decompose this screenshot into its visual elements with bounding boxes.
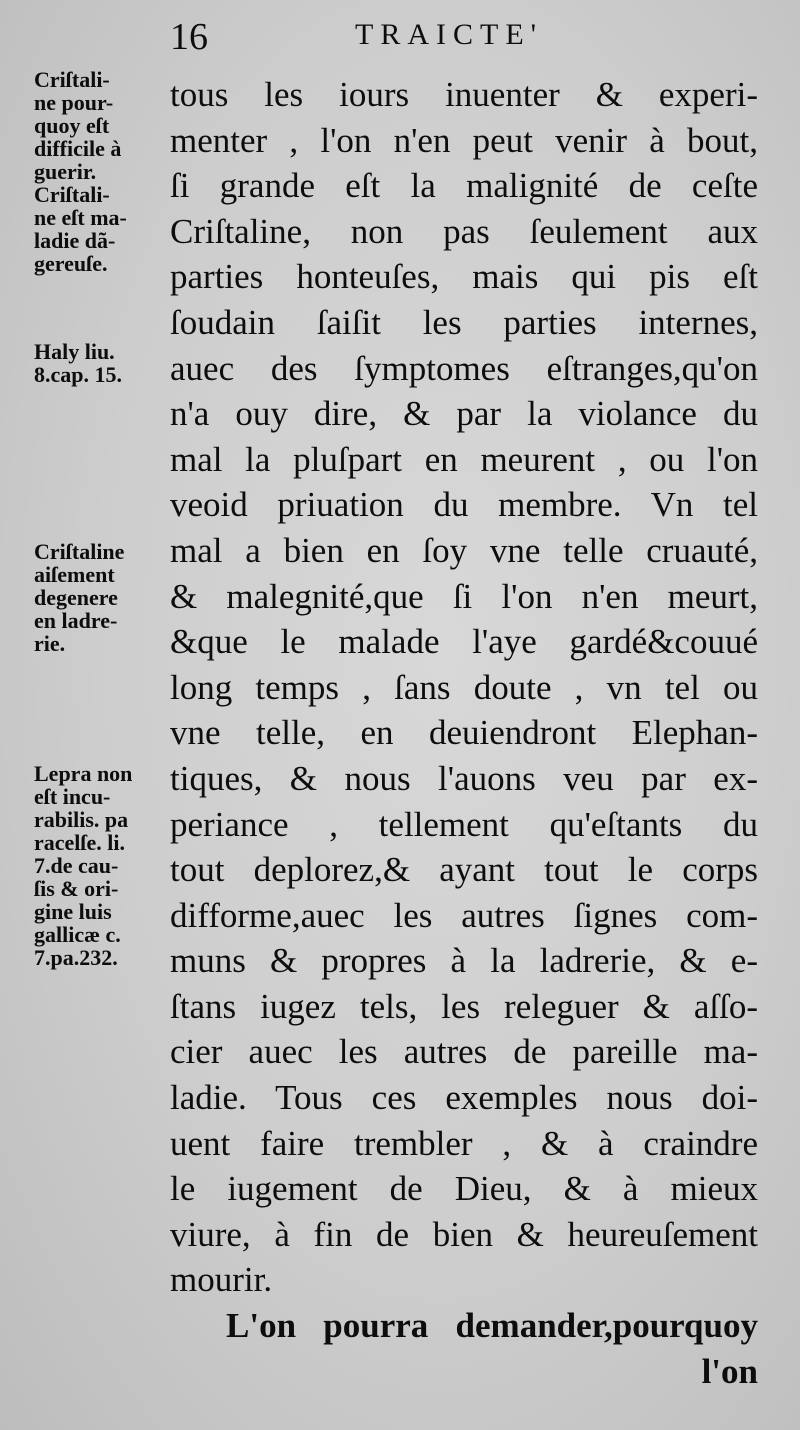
margin-note-line: guerir. (34, 159, 97, 184)
text-line: &que le malade l'aye gardé&couué (170, 622, 758, 662)
margin-note-line: rie. (34, 631, 66, 656)
text-line: mourir. (170, 1260, 273, 1300)
margin-note-line: Criſtali- (34, 67, 110, 92)
running-title: TRAICTE' (355, 18, 544, 51)
text-line: viure, à fin de bien & heureuſement (170, 1214, 758, 1254)
text-line: veoid priuation du membre. Vn tel (170, 485, 758, 525)
text-line: ſi grande eſt la malignité de ceſte (170, 166, 758, 206)
text-line: menter , l'on n'en peut venir à bout, (170, 120, 758, 160)
margin-note-line: Lepra non (34, 761, 133, 786)
margin-note-line: ne pour- (34, 90, 114, 115)
margin-note (34, 540, 160, 655)
margin-note-line: Criſtali- (34, 182, 110, 207)
text-line: ladie. Tous ces exemples nous doi- (170, 1078, 758, 1118)
next-paragraph-line: L'on pourra demander,pourquoy (226, 1306, 758, 1346)
text-line: difforme,auec les autres ſignes com- (170, 895, 758, 935)
margin-note-line: ne eſt ma- (34, 205, 127, 230)
margin-note (34, 762, 160, 969)
margin-note (34, 68, 160, 275)
margin-note-line: racelſe. li. (34, 830, 126, 855)
text-line: tiques, & nous l'auons veu par ex- (170, 758, 758, 798)
margin-note-line: ladie dã- (34, 228, 116, 253)
text-line: auec des ſymptomes eſtranges,qu'on (170, 348, 758, 388)
margin-note-line: eſt incu- (34, 784, 111, 809)
body-text (170, 72, 758, 1394)
text-line: mal a bien en ſoy vne telle cruauté, (170, 530, 758, 570)
margin-note-line: 7.pa.232. (34, 945, 118, 970)
margin-note-line: aiſement (34, 562, 115, 587)
margin-note-line: degenere (34, 585, 118, 610)
margin-note-line: quoy eſt (34, 113, 110, 138)
margin-note-line: ſis & ori- (34, 876, 119, 901)
text-line: mal la pluſpart en meurent , ou l'on (170, 439, 758, 479)
margin-note-line: gine luis (34, 899, 112, 924)
text-line: ſoudain ſaiſit les parties internes, (170, 302, 758, 342)
text-line: Criſtaline, non pas ſeulement aux (170, 211, 758, 251)
margin-note-line: rabilis. pa (34, 807, 129, 832)
text-line: cier auec les autres de pareille ma- (170, 1032, 758, 1072)
catchword: l'on (701, 1351, 758, 1391)
margin-note (34, 340, 160, 386)
text-line: uent faire trembler , & à craindre (170, 1123, 758, 1163)
text-line: le iugement de Dieu, & à mieux (170, 1169, 758, 1209)
margin-note-line: gereuſe. (34, 251, 108, 276)
text-line: parties honteuſes, mais qui pis eſt (170, 257, 758, 297)
text-line: & malegnité,que ſi l'on n'en meurt, (170, 576, 758, 616)
text-line: vne telle, en deuiendront Elephan- (170, 713, 758, 753)
margin-note-line: difficile à (34, 136, 122, 161)
text-line: n'a ouy dire, & par la violance du (170, 394, 758, 434)
text-line: long temps , ſans doute , vn tel ou (170, 667, 758, 707)
margin-note-line: Haly liu. (34, 339, 115, 364)
margin-note-line: 7.de cau- (34, 853, 119, 878)
margin-note-line: 8.cap. 15. (34, 362, 122, 387)
margin-note-line: Criſtaline (34, 539, 125, 564)
text-line: periance , tellement qu'eſtants du (170, 804, 758, 844)
margin-note-line: en ladre- (34, 608, 118, 633)
text-line: tout deplorez,& ayant tout le corps (170, 850, 758, 890)
text-line: muns & propres à la ladrerie, & e- (170, 941, 758, 981)
text-line: tous les iours inuenter & experi- (170, 75, 758, 114)
page-number: 16 (170, 16, 208, 58)
text-line: ſtans iugez tels, les releguer & aſſo- (170, 986, 758, 1026)
margin-note-line: gallicæ c. (34, 922, 121, 947)
